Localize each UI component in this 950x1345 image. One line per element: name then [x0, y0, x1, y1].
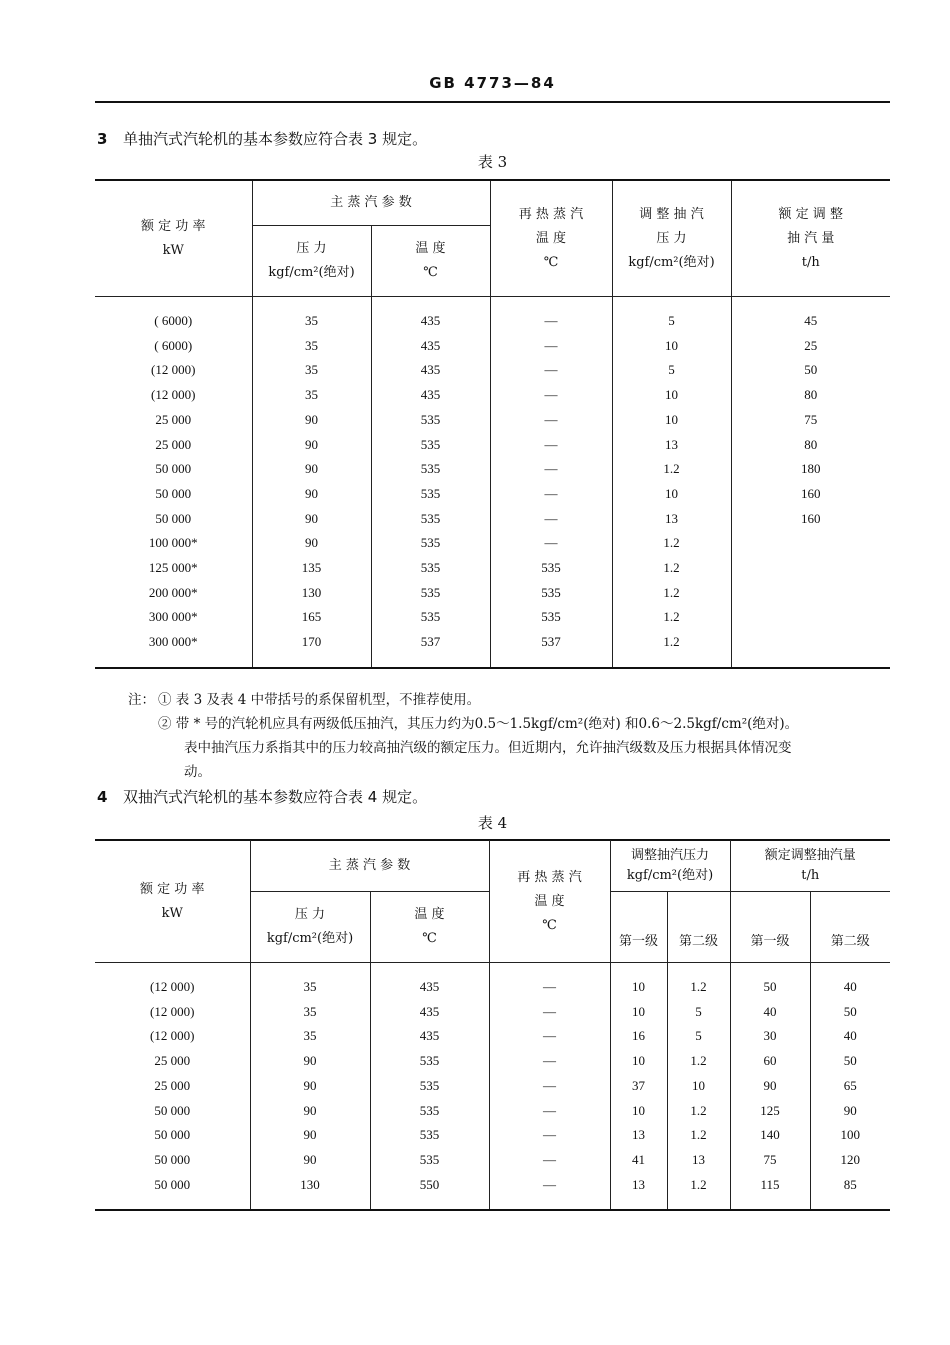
cell-rated-power: 25 000 — [155, 411, 192, 427]
t4-header-temperature: 温 度 ℃ — [370, 892, 489, 963]
cell-reheat-temperature: — — [490, 408, 612, 433]
cell-extraction-flow-stage-2: 50 — [810, 1000, 890, 1025]
cell-pressure: 90 — [250, 1099, 370, 1124]
cell-pressure: 130 — [250, 1173, 370, 1211]
table-row — [95, 581, 890, 606]
cell-extraction-pressure-stage-2: 13 — [667, 1148, 730, 1173]
cell-pressure: 165 — [252, 605, 371, 630]
cell-extraction-flow-stage-2: 40 — [810, 963, 890, 1000]
cell-extraction-flow-stage-1: 40 — [730, 1000, 810, 1025]
cell-pressure: 90 — [250, 1148, 370, 1173]
table-row — [95, 556, 890, 581]
cell-temperature: 535 — [371, 581, 490, 606]
cell-extraction-pressure-stage-2: 1.2 — [667, 1049, 730, 1074]
cell-extraction-flow: 160 — [731, 482, 890, 507]
cell-rated-power: 25 000 — [154, 1077, 191, 1093]
cell-extraction-flow-stage-1: 140 — [730, 1123, 810, 1148]
note-2-text: ② 带 * 号的汽轮机应具有两级低压抽汽，其压力约为0.5～1.5kgf/cm²(绝对) 和0.6～2.5kgf/cm²(绝对)。 — [158, 716, 799, 732]
cell-reheat-temperature: — — [490, 383, 612, 408]
cell-temperature: 550 — [370, 1173, 489, 1211]
t4-header-flow-stage-2: 第二级 — [810, 892, 890, 963]
t4-header-reheat: 再 热 蒸 汽 温 度 ℃ — [489, 840, 610, 963]
cell-temperature: 535 — [370, 1123, 489, 1148]
section-3-number: 3 — [97, 130, 108, 148]
t3-header-extraction-pressure: 调 整 抽 汽 压 力 kgf/cm²(绝对) — [612, 180, 731, 297]
cell-temperature: 435 — [370, 1000, 489, 1025]
cell-pressure: 90 — [250, 1074, 370, 1099]
cell-extraction-pressure-stage-1: 41 — [610, 1148, 667, 1173]
cell-temperature: 435 — [370, 1024, 489, 1049]
table-row — [95, 358, 890, 383]
cell-pressure: 90 — [250, 1123, 370, 1148]
table-row — [95, 1099, 890, 1124]
t3-header-reheat: 再 热 蒸 汽 温 度 ℃ — [490, 180, 612, 297]
note-1 — [128, 688, 898, 712]
cell-temperature: 535 — [371, 433, 490, 458]
cell-reheat-temperature: — — [490, 482, 612, 507]
cell-temperature: 435 — [371, 297, 490, 334]
cell-rated-power: ( 6000) — [154, 337, 193, 353]
cell-reheat-temperature: — — [490, 507, 612, 532]
cell-extraction-flow-stage-1: 90 — [730, 1074, 810, 1099]
note-2-continuation-1: 表中抽汽压力系指其中的压力较高抽汽级的额定压力。但近期内，允许抽汽级数及压力根据具体情况变 — [184, 740, 792, 756]
t3-header-rated-power: 额 定 功 率 kW — [95, 180, 252, 297]
note-1-text: ① 表 3 及表 4 中带括号的系保留机型，不推荐使用。 — [158, 692, 481, 708]
cell-extraction-flow: 160 — [731, 507, 890, 532]
table-row — [95, 630, 890, 668]
cell-extraction-pressure: 1.2 — [612, 630, 731, 668]
cell-rated-power: 200 000* — [148, 584, 198, 600]
cell-rated-power: 300 000* — [95, 630, 252, 668]
cell-temperature: 535 — [371, 531, 490, 556]
cell-extraction-flow: 25 — [731, 334, 890, 359]
t4-header-main-steam: 主 蒸 汽 参 数 — [250, 840, 489, 892]
cell-extraction-flow-stage-2: 90 — [810, 1099, 890, 1124]
cell-reheat-temperature: — — [490, 358, 612, 383]
cell-pressure: 35 — [252, 297, 371, 334]
cell-extraction-pressure: 13 — [612, 507, 731, 532]
cell-extraction-flow-stage-1: 115 — [730, 1173, 810, 1211]
cell-reheat-temperature: — — [489, 963, 610, 1000]
cell-temperature: 535 — [371, 556, 490, 581]
section-4-heading — [97, 786, 427, 807]
cell-extraction-flow-stage-1: 75 — [730, 1148, 810, 1173]
cell-rated-power: (12 000) — [151, 387, 196, 403]
table-row — [95, 1074, 890, 1099]
cell-rated-power: ( 6000) — [154, 313, 193, 328]
cell-extraction-flow-stage-2: 120 — [810, 1148, 890, 1173]
cell-pressure: 35 — [252, 383, 371, 408]
cell-extraction-pressure: 1.2 — [612, 581, 731, 606]
cell-reheat-temperature: — — [489, 1074, 610, 1099]
cell-extraction-pressure: 10 — [612, 408, 731, 433]
cell-rated-power: 50 000 — [155, 485, 192, 501]
table-row — [95, 963, 890, 1000]
table-3 — [95, 179, 890, 669]
table-row — [95, 1024, 890, 1049]
cell-rated-power: 300 000* — [148, 609, 198, 625]
table-row — [95, 531, 890, 556]
cell-extraction-pressure-stage-2: 1.2 — [667, 1123, 730, 1148]
notes-label: 注： — [128, 692, 155, 708]
cell-pressure: 170 — [252, 630, 371, 668]
t3-header-main-steam: 主 蒸 汽 参 数 — [252, 180, 490, 226]
cell-extraction-pressure-stage-1: 37 — [610, 1074, 667, 1099]
cell-rated-power: 50 000 — [155, 461, 192, 477]
cell-reheat-temperature: — — [490, 433, 612, 458]
table-row — [95, 408, 890, 433]
t4-header-pressure-stage-2: 第二级 — [667, 892, 730, 963]
cell-extraction-pressure-stage-1: 10 — [610, 1099, 667, 1124]
table-row — [95, 1049, 890, 1074]
table-3-caption: 表 3 — [477, 153, 508, 171]
cell-pressure: 35 — [250, 1000, 370, 1025]
cell-pressure: 90 — [252, 433, 371, 458]
cell-extraction-pressure-stage-2: 1.2 — [667, 1099, 730, 1124]
section-3-text: 单抽汽式汽轮机的基本参数应符合表 3 规定。 — [123, 130, 428, 148]
cell-extraction-flow: 75 — [731, 408, 890, 433]
cell-pressure: 35 — [252, 358, 371, 383]
cell-extraction-pressure-stage-1: 10 — [610, 1049, 667, 1074]
cell-temperature: 435 — [370, 963, 489, 1000]
document-header: GB 4773—84 — [429, 74, 556, 92]
cell-extraction-pressure: 13 — [612, 433, 731, 458]
cell-temperature: 535 — [370, 1148, 489, 1173]
cell-extraction-pressure: 10 — [612, 482, 731, 507]
cell-extraction-flow: 180 — [731, 457, 890, 482]
table-row — [95, 605, 890, 630]
table-row — [95, 482, 890, 507]
table-row — [95, 1123, 890, 1148]
cell-reheat-temperature: 535 — [490, 556, 612, 581]
cell-extraction-flow-stage-2: 50 — [810, 1049, 890, 1074]
cell-temperature: 535 — [370, 1074, 489, 1099]
table-4-body — [95, 963, 890, 1211]
table-row — [95, 1000, 890, 1025]
cell-reheat-temperature: — — [489, 1024, 610, 1049]
cell-pressure: 35 — [250, 1024, 370, 1049]
cell-pressure: 90 — [252, 457, 371, 482]
cell-reheat-temperature: — — [489, 1000, 610, 1025]
cell-rated-power: 50 000 — [95, 1173, 250, 1211]
cell-temperature: 535 — [370, 1099, 489, 1124]
cell-pressure: 90 — [250, 1049, 370, 1074]
cell-temperature: 535 — [371, 507, 490, 532]
table-row — [95, 334, 890, 359]
table-row — [95, 1148, 890, 1173]
t4-header-pressure-stage-1: 第一级 — [610, 892, 667, 963]
cell-pressure: 90 — [252, 507, 371, 532]
section-3-heading — [97, 128, 427, 149]
cell-extraction-flow: 80 — [731, 433, 890, 458]
cell-extraction-pressure: 10 — [612, 383, 731, 408]
cell-reheat-temperature: 535 — [490, 605, 612, 630]
cell-extraction-pressure: 1.2 — [612, 556, 731, 581]
cell-pressure: 135 — [252, 556, 371, 581]
cell-reheat-temperature: — — [490, 297, 612, 334]
table-row — [95, 297, 890, 334]
note-2-continuation-2: 动。 — [184, 764, 211, 780]
cell-reheat-temperature: — — [489, 1173, 610, 1211]
cell-extraction-flow: 80 — [731, 383, 890, 408]
cell-extraction-pressure-stage-1: 13 — [610, 1173, 667, 1211]
cell-temperature: 435 — [371, 383, 490, 408]
cell-extraction-flow: 45 — [731, 297, 890, 334]
t4-header-extraction-flow: 额定调整抽汽量 t/h — [730, 840, 890, 892]
cell-extraction-pressure-stage-1: 10 — [610, 963, 667, 1000]
cell-extraction-flow-stage-2: 65 — [810, 1074, 890, 1099]
cell-reheat-temperature: — — [489, 1049, 610, 1074]
cell-extraction-flow — [731, 556, 890, 581]
cell-rated-power: 50 000 — [154, 1151, 191, 1167]
note-2 — [128, 712, 898, 736]
table-4-caption: 表 4 — [477, 814, 508, 832]
cell-extraction-flow — [731, 531, 890, 556]
cell-extraction-flow-stage-1: 125 — [730, 1099, 810, 1124]
cell-reheat-temperature: — — [489, 1148, 610, 1173]
cell-extraction-flow-stage-2: 85 — [810, 1173, 890, 1211]
cell-reheat-temperature: — — [489, 1123, 610, 1148]
cell-extraction-flow-stage-1: 60 — [730, 1049, 810, 1074]
table-row — [95, 507, 890, 532]
cell-rated-power: 125 000* — [148, 560, 198, 576]
cell-extraction-pressure: 1.2 — [612, 457, 731, 482]
cell-temperature: 435 — [371, 334, 490, 359]
section-4-number: 4 — [97, 788, 108, 806]
cell-temperature: 435 — [371, 358, 490, 383]
cell-reheat-temperature: — — [489, 1099, 610, 1124]
cell-extraction-flow — [731, 630, 890, 668]
cell-extraction-flow — [731, 581, 890, 606]
cell-rated-power: 50 000 — [154, 1127, 191, 1143]
cell-rated-power: (12 000) — [150, 1028, 195, 1044]
cell-pressure: 130 — [252, 581, 371, 606]
cell-rated-power: (12 000) — [151, 362, 196, 378]
cell-temperature: 535 — [370, 1049, 489, 1074]
cell-rated-power: (12 000) — [150, 1003, 195, 1019]
table-row — [95, 433, 890, 458]
cell-extraction-flow-stage-1: 50 — [730, 963, 810, 1000]
cell-rated-power: (12 000) — [150, 979, 195, 994]
table-row — [95, 457, 890, 482]
cell-extraction-flow-stage-1: 30 — [730, 1024, 810, 1049]
cell-reheat-temperature: — — [490, 531, 612, 556]
cell-rated-power: 25 000 — [155, 436, 192, 452]
table-row — [95, 383, 890, 408]
cell-extraction-pressure-stage-2: 5 — [667, 1024, 730, 1049]
cell-extraction-pressure: 5 — [612, 358, 731, 383]
cell-temperature: 535 — [371, 482, 490, 507]
t3-header-temperature: 温 度 ℃ — [371, 226, 490, 297]
cell-rated-power: 50 000 — [155, 510, 192, 526]
cell-extraction-flow-stage-2: 100 — [810, 1123, 890, 1148]
cell-rated-power: 50 000 — [154, 1102, 191, 1118]
cell-extraction-flow — [731, 605, 890, 630]
cell-temperature: 535 — [371, 457, 490, 482]
cell-pressure: 90 — [252, 531, 371, 556]
cell-temperature: 535 — [371, 408, 490, 433]
cell-extraction-pressure-stage-2: 10 — [667, 1074, 730, 1099]
table-3-body — [95, 297, 890, 668]
cell-rated-power: 25 000 — [154, 1053, 191, 1069]
cell-extraction-pressure-stage-2: 1.2 — [667, 1173, 730, 1211]
section-4-text: 双抽汽式汽轮机的基本参数应符合表 4 规定。 — [123, 788, 428, 806]
cell-reheat-temperature: — — [490, 457, 612, 482]
cell-extraction-pressure-stage-2: 5 — [667, 1000, 730, 1025]
cell-extraction-pressure: 5 — [612, 297, 731, 334]
t3-header-pressure: 压 力 kgf/cm²(绝对) — [252, 226, 371, 297]
header-rule — [95, 101, 890, 103]
cell-extraction-pressure: 1.2 — [612, 531, 731, 556]
t4-header-extraction-pressure: 调整抽汽压力 kgf/cm²(绝对) — [610, 840, 730, 892]
cell-temperature: 537 — [371, 630, 490, 668]
cell-pressure: 90 — [252, 408, 371, 433]
cell-extraction-flow: 50 — [731, 358, 890, 383]
t3-header-extraction-flow: 额 定 调 整 抽 汽 量 t/h — [731, 180, 890, 297]
cell-reheat-temperature: 537 — [490, 630, 612, 668]
cell-extraction-pressure-stage-1: 16 — [610, 1024, 667, 1049]
cell-rated-power: 100 000* — [148, 535, 198, 551]
cell-pressure: 35 — [252, 334, 371, 359]
cell-extraction-flow-stage-2: 40 — [810, 1024, 890, 1049]
cell-pressure: 35 — [250, 963, 370, 1000]
cell-extraction-pressure-stage-1: 13 — [610, 1123, 667, 1148]
notes — [128, 688, 898, 784]
cell-reheat-temperature: — — [490, 334, 612, 359]
cell-reheat-temperature: 535 — [490, 581, 612, 606]
cell-extraction-pressure: 1.2 — [612, 605, 731, 630]
table-4 — [95, 839, 890, 1211]
cell-pressure: 90 — [252, 482, 371, 507]
cell-extraction-pressure-stage-2: 1.2 — [667, 963, 730, 1000]
t4-header-pressure: 压 力 kgf/cm²(绝对) — [250, 892, 370, 963]
t4-header-rated-power: 额 定 功 率 kW — [95, 840, 250, 963]
cell-temperature: 535 — [371, 605, 490, 630]
t4-header-flow-stage-1: 第一级 — [730, 892, 810, 963]
cell-extraction-pressure-stage-1: 10 — [610, 1000, 667, 1025]
table-row — [95, 1173, 890, 1211]
cell-extraction-pressure: 10 — [612, 334, 731, 359]
